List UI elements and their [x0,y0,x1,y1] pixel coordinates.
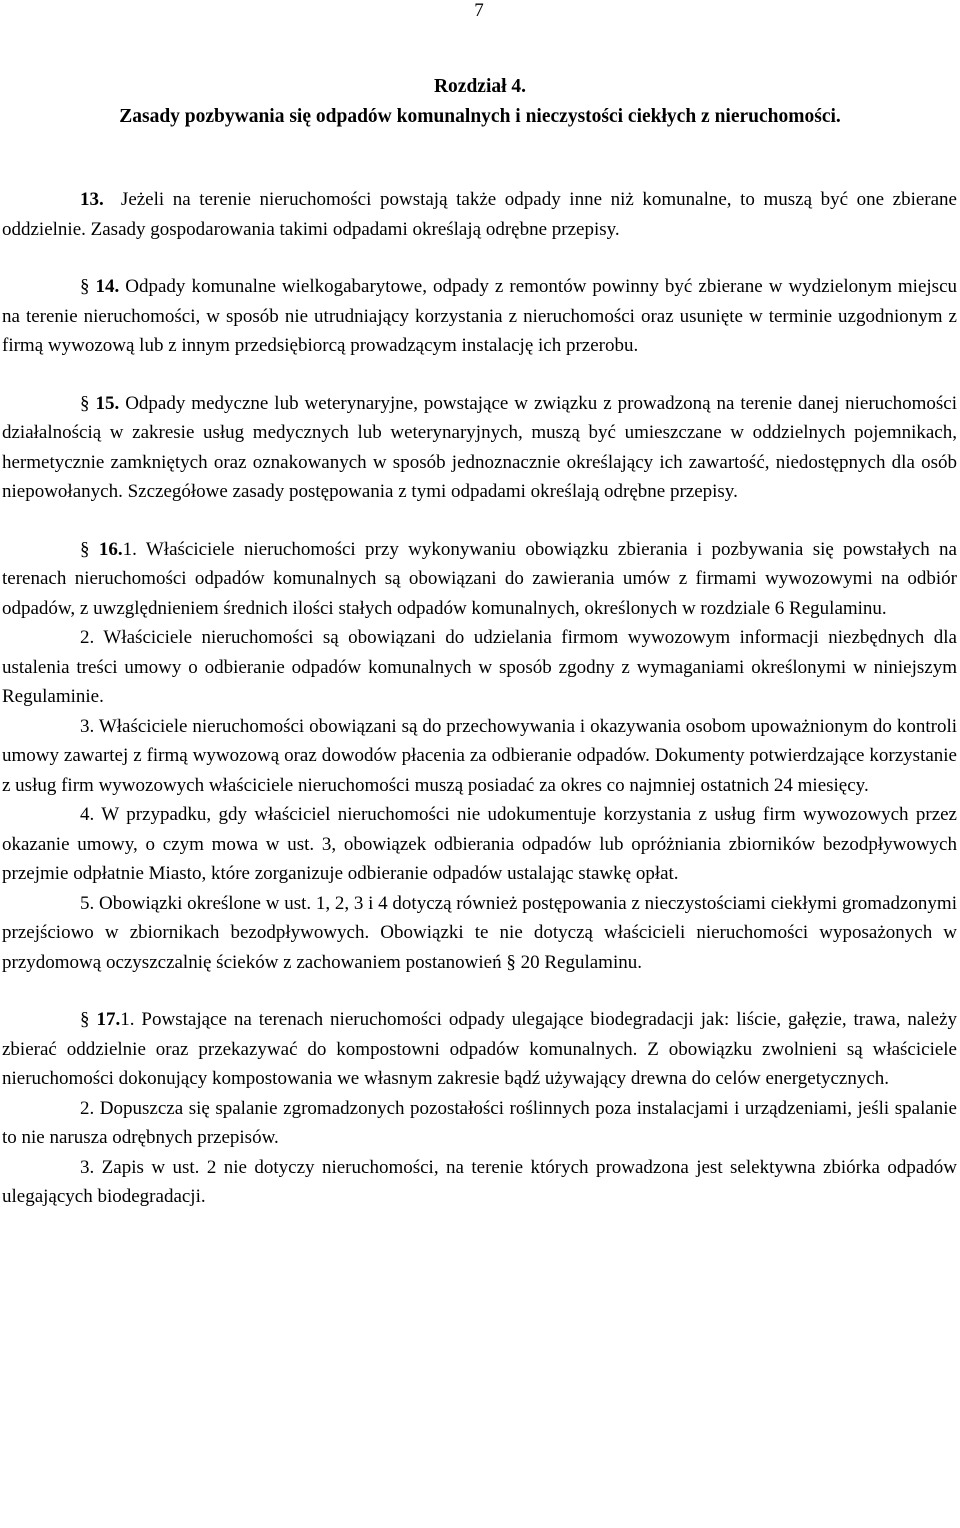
page-number: 7 [474,0,484,21]
section-17-paragraph-2: 2. Dopuszcza się spalanie zgromadzonych pozostałości roślinnych poza instalacjami i urządzeniami, jeśli spalanie to nie narusza odrębnych przepisów. [2,1097,957,1148]
section-16-paragraph-5: 5. Obowiązki określone w ust. 1, 2, 3 i 4 dotyczą również postępowania z nieczystościami ciekłymi gromadzonymi przejściowo w zbiornikach bezodpływowych. Obowiązki te nie dotyczą właścicieli nieruchomości wyposażonych w przydomową oczyszczalnię ścieków z zachowaniem postanowień § 20 Regulaminu. [2,892,957,973]
section-16-paragraph-3: 3. Właściciele nieruchomości obowiązani są do przechowywania i okazywania osobom upoważnionym do kontroli umowy zawartej z firmą wywozową oraz dowodów płacenia za odbieranie odpadów. Dokumenty potwierdzające korzystanie z usług firm wywozowych właściciele nieruchomości muszą posiadać za okres co najmniej ostatnich 24 miesięcy. [2,715,957,796]
section-17-paragraph-1 [2,1005,957,1094]
section-mark: 15. [95,392,120,414]
paragraph-text: 1. Powstające na terenach nieruchomości odpady ulegające biodegradacji jak: liście, gałęzie, trawa, należy zbierać oddzielnie oraz przekazywać do kompostowni odpadów komunalnych. Z obowiązku zwolnieni są właściciele nieruchomości dokonujący kompostowania we własnym zakresie bądź używający drewna do celów energetycznych. [2,1009,958,1089]
section-15 [2,389,957,507]
chapter-title: Rozdział 4. [433,76,527,97]
section-mark: 16. [98,538,123,560]
section-sign: § [80,538,90,560]
section-13 [2,185,957,244]
chapter-heading [0,72,960,132]
section-text: Odpady medyczne lub weterynaryjne, powstające w związku z prowadzoną na terenie danej nieruchomości działalnością w zakresie usług medycznych lub weterynaryjnych, muszą być umieszczane w oddzielnych pojemnikach, hermetycznie zamkniętych oraz oznakowanych w sposób jednoznacznie określający ich zawartość, niedostępnych dla osób niepowołanych. Szczegółowe zasady postępowania z tymi odpadami określają odrębne przepisy. [2,392,957,502]
section-sign: § [80,1009,90,1030]
section-text: Odpady komunalne wielkogabarytowe, odpady z remontów powinny być zbierane w wydzielonym miejscu na terenie nieruchomości, w sposób nie utrudniający korzystania z nieruchomości oraz usunięte w terminie uzgodnionym z firmą wywozową lub z innym przedsiębiorcą prowadzącym instalację ich przerobu. [2,276,957,356]
chapter-subtitle: Zasady pozbywania się odpadów komunalnych i nieczystości ciekłych z nieruchomości. [119,106,841,127]
section-16-paragraph-1 [2,535,957,624]
section-mark: 14. [95,276,120,297]
section-text: Jeżeli na terenie nieruchomości powstają także odpady inne niż komunalne, to muszą być one zbierane oddzielnie. Zasady gospodarowania takimi odpadami określają odrębne przepisy. [2,189,957,240]
section-16-paragraph-4: 4. W przypadku, gdy właściciel nieruchomości nie udokumentuje korzystania z usług firm wywozowych przez okazanie umowy, o czym mowa w ust. 3, obowiązek odbierania odpadów lub opróżniania zbiorników bezodpływowych przejmie odpłatnie Miasto, które zorganizuje odbieranie odpadów ustalając stawkę opłat. [2,804,957,884]
document-body [2,185,957,1212]
section-17-paragraph-3: 3. Zapis w ust. 2 nie dotyczy nieruchomości, na terenie których prowadzona jest selektywna zbiórka odpadów ulegających biodegradacji. [2,1156,957,1207]
section-14 [2,272,957,361]
section-sign: § [80,276,90,297]
section-sign: § [80,392,90,414]
section-mark: 17. [96,1009,121,1030]
paragraph-text: 1. Właściciele nieruchomości przy wykonywaniu obowiązku zbierania i pozbywania się powstałych na terenach nieruchomości odpadów komunalnych są obowiązani do zawierania umów z firmami wywozowymi na odbiór odpadów, z uwzględnieniem średnich ilości stałych odpadów komunalnych, określonych w rozdziale 6 Regulaminu. [2,538,957,619]
section-16-paragraph-2: 2. Właściciele nieruchomości są obowiązani do udzielania firmom wywozowym informacji niezbędnych dla ustalenia treści umowy o odbieranie odpadów komunalnych w sposób zgodny z wymaganiami określonymi w niniejszym Regulaminie. [2,627,957,707]
section-mark: 13. [80,189,104,210]
